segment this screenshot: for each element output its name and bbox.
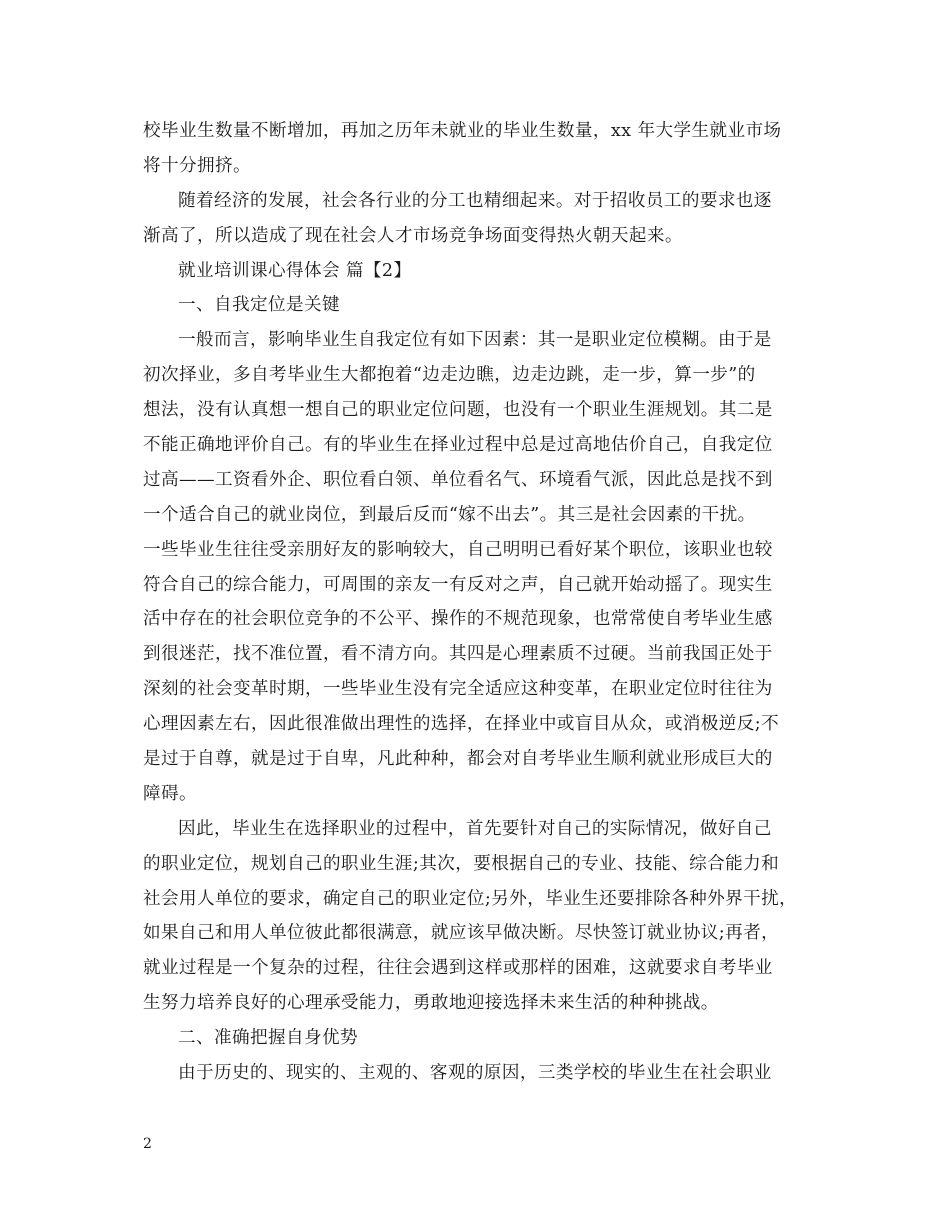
text-line: 初次择业，多自考毕业生大都抱着“边走边瞧，边走边跳，走一步，算一步”的 (143, 365, 756, 386)
text-line: 的职业定位，规划自己的职业生涯;其次，要根据自己的专业、技能、综合能力和 (143, 853, 780, 874)
text-line: 校毕业生数量不断增加，再加之历年未就业的毕业生数量，xx 年大学生就业市场 (143, 121, 782, 141)
text-line: 因此，毕业生在选择职业的过程中，首先要针对自己的实际情况，做好自己 (178, 818, 772, 839)
text-line: 想法，没有认真想一想自己的职业定位问题，也没有一个职业生涯规划。其二是 (143, 400, 773, 421)
text-line: 一个适合自己的就业岗位，到最后反而“嫁不出去”。其三是社会因素的干扰。 (143, 504, 756, 525)
text-line: 过高——工资看外企、职位看白领、单位看名气、环境看气派，因此总是找不到 (143, 469, 773, 490)
text-line: 是过于自尊，就是过于自卑，凡此种种，都会对自考毕业生顺利就业形成巨大的 (143, 749, 773, 770)
text-line: 符合自己的综合能力，可周围的亲友一有反对之声，自己就开始动摇了。现实生 (143, 574, 773, 595)
text-line: 不能正确地评价自己。有的毕业生在择业过程中总是过高地估价自己，自我定位 (143, 435, 773, 456)
text-line: 生努力培养良好的心理承受能力，勇敢地迎接选择未来生活的种种挑战。 (143, 993, 719, 1014)
text-line: 深刻的社会变革时期，一些毕业生没有完全适应这种变革，在职业定位时往往为 (143, 679, 773, 700)
text-line: 将十分拥挤。 (143, 155, 251, 176)
section-heading: 就业培训课心得体会 篇【2】 (178, 260, 412, 281)
text-line: 就业过程是一个复杂的过程，往往会遇到这样或那样的困难，这就要求自考毕业 (143, 958, 773, 979)
subsection-heading: 二、准确把握自身优势 (178, 1028, 358, 1049)
text-line: 障碍。 (143, 783, 197, 804)
text-line: 渐高了，所以造成了现在社会人才市场竞争场面变得热火朝天起来。 (143, 225, 683, 246)
text-line: 到很迷茫，找不准位置，看不清方向。其四是心理素质不过硬。当前我国正处于 (143, 644, 773, 665)
text-line: 由于历史的、现实的、主观的、客观的原因，三类学校的毕业生在社会职业 (178, 1063, 772, 1084)
text-line: 社会用人单位的要求，确定自己的职业定位;另外，毕业生还要排除各种外界干扰， (143, 888, 798, 909)
text-line: 活中存在的社会职位竞争的不公平、操作的不规范现象，也常常使自考毕业生感 (143, 609, 773, 630)
text-line: 随着经济的发展，社会各行业的分工也精细起来。对于招收员工的要求也逐 (178, 190, 772, 211)
text-line: 心理因素左右，因此很准做出理性的选择，在择业中或盲目从众，或消极逆反;不 (143, 714, 780, 735)
text-line: 一般而言，影响毕业生自我定位有如下因素：其一是职业定位模糊。由于是 (178, 330, 772, 351)
page-number: 2 (143, 1136, 152, 1152)
text-line: 如果自己和用人单位彼此都很满意，就应该早做决断。尽快签订就业协议;再者， (143, 923, 780, 944)
text-line: 一些毕业生往往受亲朋好友的影响较大，自己明明已看好某个职位，该职业也较 (143, 539, 773, 560)
subsection-heading: 一、自我定位是关键 (178, 295, 340, 316)
document-body (143, 114, 811, 1091)
